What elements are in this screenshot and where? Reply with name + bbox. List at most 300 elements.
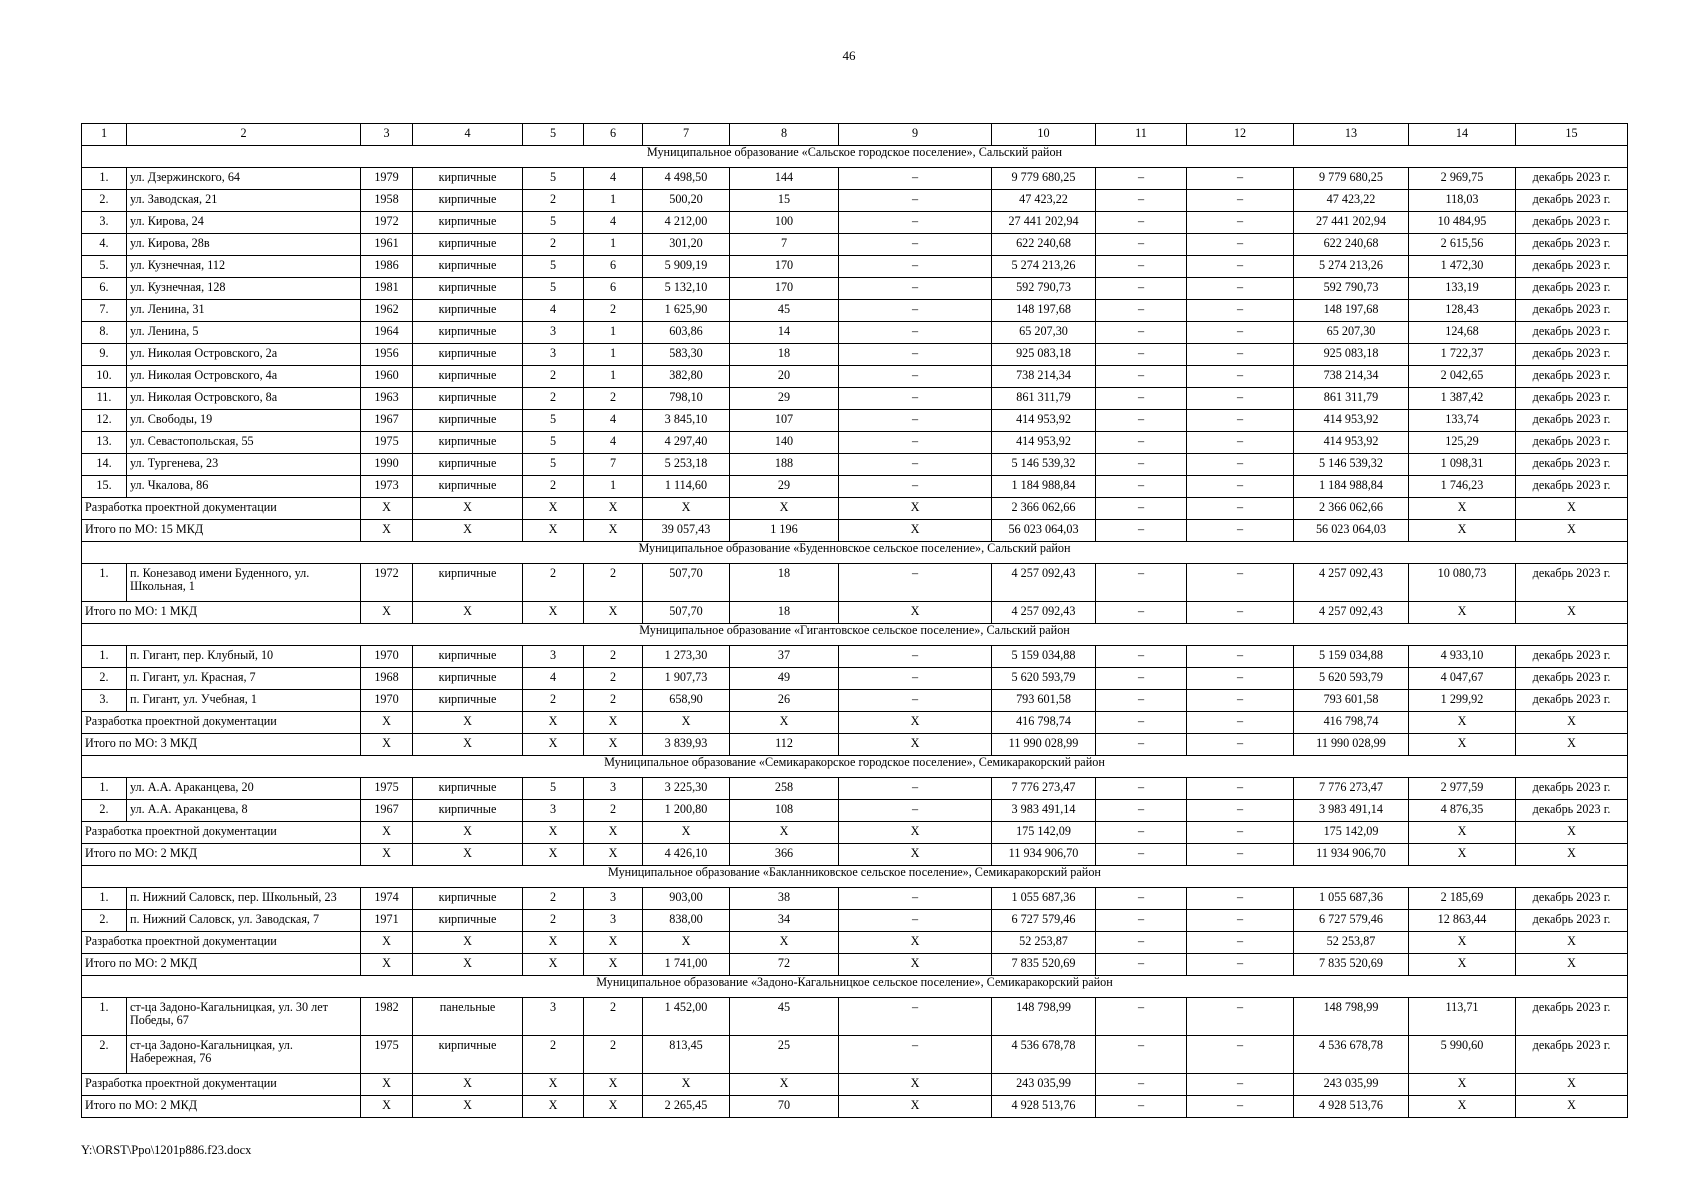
table-cell: 3 839,93 — [643, 734, 730, 756]
table-cell: X — [584, 1096, 643, 1118]
table-cell: – — [1187, 712, 1294, 734]
table-cell: 3 — [584, 778, 643, 800]
table-cell: 2 265,45 — [643, 1096, 730, 1118]
table-cell: 100 — [730, 212, 839, 234]
table-cell: кирпичные — [413, 344, 523, 366]
table-cell: кирпичные — [413, 322, 523, 344]
table-cell: X — [361, 498, 413, 520]
table-cell: кирпичные — [413, 300, 523, 322]
table-cell: 72 — [730, 954, 839, 976]
table-cell: 1 472,30 — [1409, 256, 1516, 278]
table-cell: X — [413, 1096, 523, 1118]
table-cell: кирпичные — [413, 454, 523, 476]
table-cell: п. Гигант, ул. Учебная, 1 — [127, 690, 361, 712]
table-cell: 3 225,30 — [643, 778, 730, 800]
table-cell: 2. — [82, 190, 127, 212]
table-cell: 25 — [730, 1036, 839, 1074]
table-cell: X — [413, 844, 523, 866]
table-cell: 11 934 906,70 — [992, 844, 1096, 866]
table-cell: 4. — [82, 234, 127, 256]
table-cell: – — [1187, 278, 1294, 300]
table-cell: – — [1187, 800, 1294, 822]
table-cell: 3 — [523, 322, 584, 344]
table-cell: – — [839, 1036, 992, 1074]
table-cell: 148 798,99 — [992, 998, 1096, 1036]
summary-label: Разработка проектной документации — [82, 1074, 361, 1096]
table-cell: 738 214,34 — [1294, 366, 1409, 388]
table-cell: – — [839, 564, 992, 602]
table-cell: 125,29 — [1409, 432, 1516, 454]
table-cell: 507,70 — [643, 602, 730, 624]
table-cell: – — [1187, 366, 1294, 388]
table-cell: X — [730, 712, 839, 734]
table-cell: 4 257 092,43 — [992, 602, 1096, 624]
table-cell: – — [1096, 278, 1187, 300]
table-cell: X — [361, 734, 413, 756]
table-cell: – — [839, 322, 992, 344]
table-cell: 622 240,68 — [1294, 234, 1409, 256]
table-cell: 1990 — [361, 454, 413, 476]
table-cell: X — [1516, 602, 1628, 624]
table-cell: – — [1187, 168, 1294, 190]
table-cell: X — [730, 822, 839, 844]
table-cell: 18 — [730, 344, 839, 366]
summary-label: Разработка проектной документации — [82, 822, 361, 844]
table-cell: 14 — [730, 322, 839, 344]
table-cell: X — [1516, 520, 1628, 542]
header-cell: 9 — [839, 124, 992, 146]
table-cell: 10 080,73 — [1409, 564, 1516, 602]
table-cell: X — [839, 734, 992, 756]
header-cell: 3 — [361, 124, 413, 146]
design-docs-row — [82, 498, 1628, 520]
table-cell: – — [1187, 410, 1294, 432]
table-cell: 366 — [730, 844, 839, 866]
table-cell: – — [1187, 646, 1294, 668]
table-cell: X — [1516, 498, 1628, 520]
table-cell: 4 — [584, 212, 643, 234]
table-cell: X — [643, 498, 730, 520]
table-cell: – — [839, 800, 992, 822]
table-cell: 2 — [523, 1036, 584, 1074]
total-row — [82, 844, 1628, 866]
table-row — [82, 668, 1628, 690]
table-cell: 5 132,10 — [643, 278, 730, 300]
table-cell: X — [584, 932, 643, 954]
table-cell: 5 159 034,88 — [992, 646, 1096, 668]
table-cell: 2 — [584, 388, 643, 410]
table-cell: X — [584, 1074, 643, 1096]
table-cell: 3 — [523, 344, 584, 366]
table-cell: X — [523, 602, 584, 624]
table-cell: 5 909,19 — [643, 256, 730, 278]
table-cell: декабрь 2023 г. — [1516, 778, 1628, 800]
table-row — [82, 476, 1628, 498]
table-cell: 416 798,74 — [992, 712, 1096, 734]
table-cell: X — [361, 1096, 413, 1118]
table-cell: 4 536 678,78 — [992, 1036, 1096, 1074]
table-cell: 148 197,68 — [992, 300, 1096, 322]
table-cell: X — [413, 520, 523, 542]
table-cell: 2 — [523, 910, 584, 932]
section-title: Муниципальное образование «Гигантовское сельское поселение», Сальский район — [82, 624, 1628, 646]
table-cell: 2 — [523, 388, 584, 410]
table-row — [82, 432, 1628, 454]
table-cell: X — [584, 602, 643, 624]
table-cell: X — [361, 712, 413, 734]
table-cell: панельные — [413, 998, 523, 1036]
table-cell: 1962 — [361, 300, 413, 322]
table-cell: ул. Ленина, 5 — [127, 322, 361, 344]
table-cell: декабрь 2023 г. — [1516, 300, 1628, 322]
table-cell: 1973 — [361, 476, 413, 498]
table-cell: 2 — [584, 646, 643, 668]
table-cell: X — [1516, 712, 1628, 734]
table-cell: кирпичные — [413, 910, 523, 932]
table-cell: 1 055 687,36 — [1294, 888, 1409, 910]
table-cell: X — [643, 822, 730, 844]
table-cell: 6 — [584, 256, 643, 278]
table-cell: 1 — [584, 344, 643, 366]
table-cell: 188 — [730, 454, 839, 476]
table-cell: – — [839, 190, 992, 212]
table-cell: кирпичные — [413, 366, 523, 388]
table-cell: ул. Ленина, 31 — [127, 300, 361, 322]
table-cell: 1 184 988,84 — [992, 476, 1096, 498]
table-cell: 1 184 988,84 — [1294, 476, 1409, 498]
table-row — [82, 168, 1628, 190]
table-cell: – — [1096, 476, 1187, 498]
section-title-row — [82, 866, 1628, 888]
table-cell: – — [1096, 778, 1187, 800]
table-cell: 1975 — [361, 432, 413, 454]
table-cell: 301,20 — [643, 234, 730, 256]
table-cell: кирпичные — [413, 564, 523, 602]
table-cell: 2 — [523, 690, 584, 712]
table-cell: 5 274 213,26 — [992, 256, 1096, 278]
summary-label: Разработка проектной документации — [82, 712, 361, 734]
table-cell: 1. — [82, 564, 127, 602]
table-cell: 2 — [584, 800, 643, 822]
table-cell: п. Нижний Саловск, ул. Заводская, 7 — [127, 910, 361, 932]
table-cell: – — [1096, 844, 1187, 866]
header-cell: 1 — [82, 124, 127, 146]
table-cell: 414 953,92 — [1294, 432, 1409, 454]
table-cell: 1972 — [361, 212, 413, 234]
table-cell: кирпичные — [413, 646, 523, 668]
table-cell: декабрь 2023 г. — [1516, 344, 1628, 366]
table-cell: – — [839, 344, 992, 366]
table-cell: – — [1187, 1074, 1294, 1096]
table-cell: 11. — [82, 388, 127, 410]
table-cell: 6 727 579,46 — [992, 910, 1096, 932]
table-cell: 39 057,43 — [643, 520, 730, 542]
header-cell: 15 — [1516, 124, 1628, 146]
table-cell: 793 601,58 — [992, 690, 1096, 712]
total-row — [82, 954, 1628, 976]
table-cell: декабрь 2023 г. — [1516, 322, 1628, 344]
table-cell: 861 311,79 — [992, 388, 1096, 410]
table-cell: 56 023 064,03 — [1294, 520, 1409, 542]
table-cell: 1 — [584, 234, 643, 256]
table-cell: – — [1187, 564, 1294, 602]
table-cell: 861 311,79 — [1294, 388, 1409, 410]
table-cell: 4 297,40 — [643, 432, 730, 454]
table-cell: X — [839, 844, 992, 866]
table-cell: декабрь 2023 г. — [1516, 278, 1628, 300]
table-cell: 2. — [82, 668, 127, 690]
table-cell: 34 — [730, 910, 839, 932]
table-cell: 175 142,09 — [992, 822, 1096, 844]
table-cell: 112 — [730, 734, 839, 756]
table-cell: – — [839, 388, 992, 410]
table-cell: декабрь 2023 г. — [1516, 646, 1628, 668]
table-cell: 7. — [82, 300, 127, 322]
table-cell: – — [839, 366, 992, 388]
table-cell: 1961 — [361, 234, 413, 256]
table-cell: X — [584, 712, 643, 734]
table-cell: 1. — [82, 168, 127, 190]
table-row — [82, 1036, 1628, 1074]
table-cell: – — [1187, 910, 1294, 932]
table-cell: – — [1096, 168, 1187, 190]
table-row — [82, 646, 1628, 668]
table-cell: 1972 — [361, 564, 413, 602]
table-cell: 1968 — [361, 668, 413, 690]
table-cell: 9 779 680,25 — [992, 168, 1096, 190]
header-cell: 13 — [1294, 124, 1409, 146]
table-cell: кирпичные — [413, 778, 523, 800]
table-cell: 7 835 520,69 — [1294, 954, 1409, 976]
table-cell: 813,45 — [643, 1036, 730, 1074]
table-cell: – — [1096, 734, 1187, 756]
table-cell: X — [1409, 602, 1516, 624]
table-cell: 1958 — [361, 190, 413, 212]
design-docs-row — [82, 712, 1628, 734]
table-cell: 1981 — [361, 278, 413, 300]
table-cell: кирпичные — [413, 410, 523, 432]
table-cell: 1 — [584, 476, 643, 498]
table-cell: 1964 — [361, 322, 413, 344]
table-cell: X — [839, 932, 992, 954]
register-table-wrap — [81, 123, 1627, 1118]
table-cell: X — [1516, 1074, 1628, 1096]
table-cell: 4 — [523, 668, 584, 690]
table-cell: X — [1516, 844, 1628, 866]
table-cell: – — [1096, 910, 1187, 932]
table-cell: 108 — [730, 800, 839, 822]
total-row — [82, 520, 1628, 542]
table-cell: – — [1096, 1036, 1187, 1074]
table-cell: – — [1187, 888, 1294, 910]
table-cell: 592 790,73 — [1294, 278, 1409, 300]
table-cell: X — [839, 498, 992, 520]
table-cell: 5 — [523, 256, 584, 278]
table-cell: 4 928 513,76 — [1294, 1096, 1409, 1118]
table-cell: ул. Кузнечная, 112 — [127, 256, 361, 278]
table-cell: 507,70 — [643, 564, 730, 602]
header-cell: 6 — [584, 124, 643, 146]
table-cell: X — [1409, 734, 1516, 756]
table-cell: 2 — [523, 366, 584, 388]
table-cell: – — [1096, 668, 1187, 690]
table-cell: 243 035,99 — [992, 1074, 1096, 1096]
table-cell: X — [361, 1074, 413, 1096]
table-cell: X — [730, 498, 839, 520]
table-row — [82, 998, 1628, 1036]
table-cell: X — [584, 520, 643, 542]
table-cell: 70 — [730, 1096, 839, 1118]
table-cell: 2. — [82, 910, 127, 932]
table-cell: 2 185,69 — [1409, 888, 1516, 910]
table-cell: ул. Кирова, 24 — [127, 212, 361, 234]
table-cell: 3 — [523, 998, 584, 1036]
table-cell: – — [839, 454, 992, 476]
table-cell: – — [1096, 1074, 1187, 1096]
table-cell: 11 990 028,99 — [1294, 734, 1409, 756]
table-cell: – — [1187, 344, 1294, 366]
table-cell: – — [1187, 300, 1294, 322]
table-cell: кирпичные — [413, 278, 523, 300]
table-cell: – — [1187, 1036, 1294, 1074]
table-cell: X — [523, 1074, 584, 1096]
table-cell: 113,71 — [1409, 998, 1516, 1036]
total-row — [82, 1096, 1628, 1118]
table-row — [82, 322, 1628, 344]
table-cell: X — [584, 822, 643, 844]
table-cell: кирпичные — [413, 476, 523, 498]
table-row — [82, 910, 1628, 932]
table-cell: 1 387,42 — [1409, 388, 1516, 410]
table-cell: – — [1187, 190, 1294, 212]
table-cell: 170 — [730, 256, 839, 278]
table-cell: 5 620 593,79 — [1294, 668, 1409, 690]
table-cell: X — [413, 1074, 523, 1096]
table-cell: 243 035,99 — [1294, 1074, 1409, 1096]
table-cell: 5 159 034,88 — [1294, 646, 1409, 668]
table-cell: X — [523, 844, 584, 866]
table-cell: 4 876,35 — [1409, 800, 1516, 822]
table-cell: 2 — [523, 564, 584, 602]
section-title: Муниципальное образование «Сальское городское поселение», Сальский район — [82, 146, 1628, 168]
table-cell: 1967 — [361, 410, 413, 432]
section-title-row — [82, 756, 1628, 778]
summary-label: Итого по МО: 2 МКД — [82, 954, 361, 976]
table-cell: 3 — [523, 800, 584, 822]
table-cell: кирпичные — [413, 888, 523, 910]
table-cell: – — [1096, 366, 1187, 388]
table-cell: декабрь 2023 г. — [1516, 256, 1628, 278]
table-cell: 12 863,44 — [1409, 910, 1516, 932]
table-cell: 2 — [523, 190, 584, 212]
table-cell: 798,10 — [643, 388, 730, 410]
table-cell: X — [413, 954, 523, 976]
table-cell: 27 441 202,94 — [1294, 212, 1409, 234]
table-cell: 65 207,30 — [1294, 322, 1409, 344]
table-cell: X — [523, 822, 584, 844]
table-cell: 3 983 491,14 — [1294, 800, 1409, 822]
table-cell: 1 — [584, 366, 643, 388]
table-cell: – — [839, 278, 992, 300]
table-cell: – — [1096, 690, 1187, 712]
table-cell: кирпичные — [413, 668, 523, 690]
table-cell: X — [361, 822, 413, 844]
table-cell: 4 498,50 — [643, 168, 730, 190]
table-cell: X — [361, 932, 413, 954]
table-cell: X — [643, 932, 730, 954]
table-cell: кирпичные — [413, 168, 523, 190]
table-cell: 4 536 678,78 — [1294, 1036, 1409, 1074]
section-title: Муниципальное образование «Семикаракорское городское поселение», Семикаракорский район — [82, 756, 1628, 778]
table-cell: 13. — [82, 432, 127, 454]
table-cell: кирпичные — [413, 190, 523, 212]
table-cell: 133,74 — [1409, 410, 1516, 432]
table-cell: 583,30 — [643, 344, 730, 366]
table-cell: – — [839, 476, 992, 498]
table-cell: – — [839, 432, 992, 454]
section-title: Муниципальное образование «Бакланниковское сельское поселение», Семикаракорский район — [82, 866, 1628, 888]
header-cell: 8 — [730, 124, 839, 146]
table-cell: 414 953,92 — [992, 432, 1096, 454]
table-row — [82, 278, 1628, 300]
table-cell: 3 845,10 — [643, 410, 730, 432]
table-cell: – — [839, 168, 992, 190]
table-cell: X — [839, 1074, 992, 1096]
table-cell: – — [839, 410, 992, 432]
table-cell: X — [413, 712, 523, 734]
table-cell: – — [1096, 800, 1187, 822]
table-cell: 1963 — [361, 388, 413, 410]
table-cell: ст-ца Задоно-Кагальницкая, ул. 30 лет Победы, 67 — [127, 998, 361, 1036]
table-cell: 5 — [523, 432, 584, 454]
section-title-row — [82, 624, 1628, 646]
table-cell: 1960 — [361, 366, 413, 388]
table-cell: X — [584, 954, 643, 976]
table-cell: 1986 — [361, 256, 413, 278]
summary-label: Итого по МО: 15 МКД — [82, 520, 361, 542]
total-row — [82, 602, 1628, 624]
table-row — [82, 388, 1628, 410]
table-cell: 18 — [730, 564, 839, 602]
table-cell: – — [1187, 520, 1294, 542]
table-cell: – — [1187, 822, 1294, 844]
table-row — [82, 778, 1628, 800]
table-cell: X — [839, 712, 992, 734]
table-cell: 5. — [82, 256, 127, 278]
table-cell: 27 441 202,94 — [992, 212, 1096, 234]
table-cell: X — [523, 520, 584, 542]
table-cell: – — [1096, 932, 1187, 954]
table-cell: X — [584, 734, 643, 756]
table-cell: X — [643, 1074, 730, 1096]
table-cell: 1970 — [361, 690, 413, 712]
table-cell: 1 452,00 — [643, 998, 730, 1036]
summary-label: Итого по МО: 1 МКД — [82, 602, 361, 624]
table-cell: 4 — [584, 432, 643, 454]
table-cell: – — [1096, 1096, 1187, 1118]
table-cell: – — [1096, 602, 1187, 624]
table-cell: 14. — [82, 454, 127, 476]
table-cell: – — [1096, 454, 1187, 476]
table-cell: 2 — [584, 300, 643, 322]
table-cell: 52 253,87 — [1294, 932, 1409, 954]
table-cell: ул. Кузнечная, 128 — [127, 278, 361, 300]
table-cell: ул. Николая Островского, 4а — [127, 366, 361, 388]
table-cell: 12. — [82, 410, 127, 432]
table-cell: – — [839, 668, 992, 690]
table-cell: 2 — [584, 668, 643, 690]
section-title-row — [82, 146, 1628, 168]
